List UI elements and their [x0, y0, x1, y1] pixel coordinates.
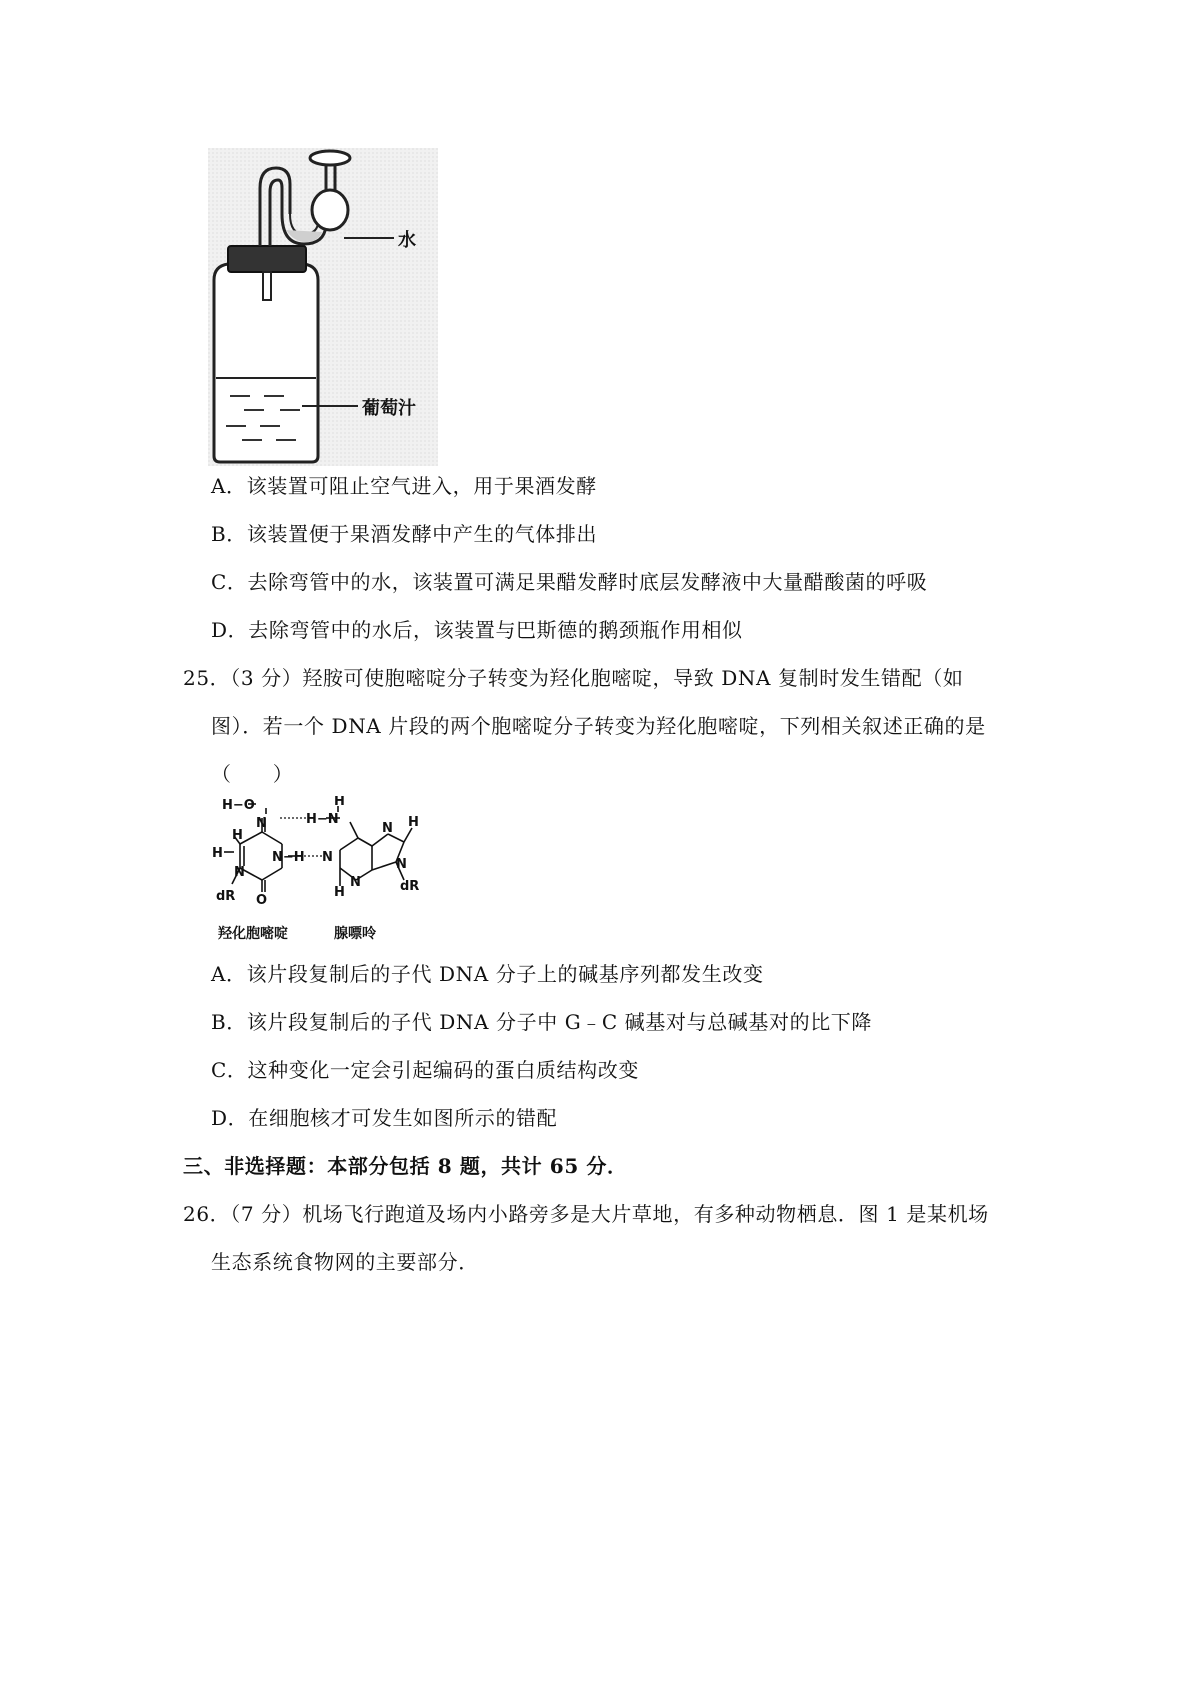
base-pairing-figure: [210, 796, 470, 946]
q25-stem-line-1: 25．（3 分）羟胺可使胞嘧啶分子转变为羟化胞嘧啶，导致 DNA 复制时发生错配（如: [183, 666, 964, 690]
option-text: 去除弯管中的水，该装置可满足果醋发酵时底层发酵液中大量醋酸菌的呼吸: [247, 570, 928, 594]
section-heading: 三、非选择题：本部分包括 8 题，共计 65 分．: [183, 1154, 628, 1178]
q25-option-a: [211, 962, 764, 986]
q26-stem-line-2: 生态系统食物网的主要部分．: [211, 1250, 479, 1274]
q24-option-d: [211, 618, 743, 642]
q25-option-d: [211, 1106, 557, 1130]
q25-stem-line-2: 图）．若一个 DNA 片段的两个胞嘧啶分子转变为羟化胞嘧啶，下列相关叙述正确的是: [211, 714, 986, 738]
atom-n: N: [256, 816, 267, 831]
option-text: 该片段复制后的子代 DNA 分子中 G﹣C 碱基对与总碱基对的比下降: [246, 1010, 872, 1034]
option-text: 这种变化一定会引起编码的蛋白质结构改变: [247, 1058, 639, 1082]
atom-h: H: [334, 796, 345, 809]
option-letter: D．: [211, 618, 249, 642]
atom-o: O: [256, 893, 268, 908]
q25-option-c: [211, 1058, 639, 1082]
caption-adenine: 腺嘌呤: [334, 926, 376, 942]
option-letter: C．: [211, 1058, 248, 1082]
atom-n: N: [350, 875, 361, 890]
atom-dr: dR: [400, 879, 420, 894]
atom-h: H: [212, 846, 223, 861]
atom-h-o: H−O: [222, 798, 255, 813]
atom-n: N: [234, 865, 245, 880]
option-text: 该装置可阻止空气进入，用于果酒发酵: [246, 474, 597, 498]
option-letter: C．: [211, 570, 248, 594]
atom-n: N: [382, 821, 393, 836]
atom-h: H: [232, 828, 243, 843]
atom-dr: dR: [216, 889, 236, 904]
atom-n: N: [322, 850, 333, 865]
q24-option-a: [211, 474, 597, 498]
option-letter: D．: [211, 1106, 249, 1130]
atom-h-n: H−N: [306, 812, 339, 827]
atom-n-h: N−H: [272, 850, 305, 865]
option-letter: B．: [211, 522, 247, 546]
q25-answer-blank: （ ）: [211, 762, 294, 786]
atom-h: H: [408, 815, 419, 830]
q25-option-b: [211, 1010, 872, 1034]
caption-hydroxylated-cytosine: 羟化胞嘧啶: [218, 926, 288, 942]
option-letter: A．: [211, 962, 247, 986]
option-text: 去除弯管中的水后，该装置与巴斯德的鹅颈瓶作用相似: [248, 618, 743, 642]
grape-juice-label: 葡萄汁: [362, 398, 416, 419]
base-pairing-structure: [210, 796, 470, 946]
atom-n: N: [396, 857, 407, 872]
atom-h: H: [334, 885, 345, 900]
option-text: 该装置便于果酒发酵中产生的气体排出: [246, 522, 598, 546]
option-letter: B．: [211, 1010, 247, 1034]
option-text: 该片段复制后的子代 DNA 分子上的碱基序列都发生改变: [246, 962, 764, 986]
option-letter: A．: [211, 474, 247, 498]
option-text: 在细胞核才可发生如图所示的错配: [248, 1106, 558, 1130]
water-label: 水: [398, 230, 416, 251]
q24-option-b: [211, 522, 597, 546]
q26-stem-line-1: 26．（7 分）机场飞行跑道及场内小路旁多是大片草地，有多种动物栖息．图 1 是某机场: [183, 1202, 989, 1226]
q24-option-c: [211, 570, 927, 594]
